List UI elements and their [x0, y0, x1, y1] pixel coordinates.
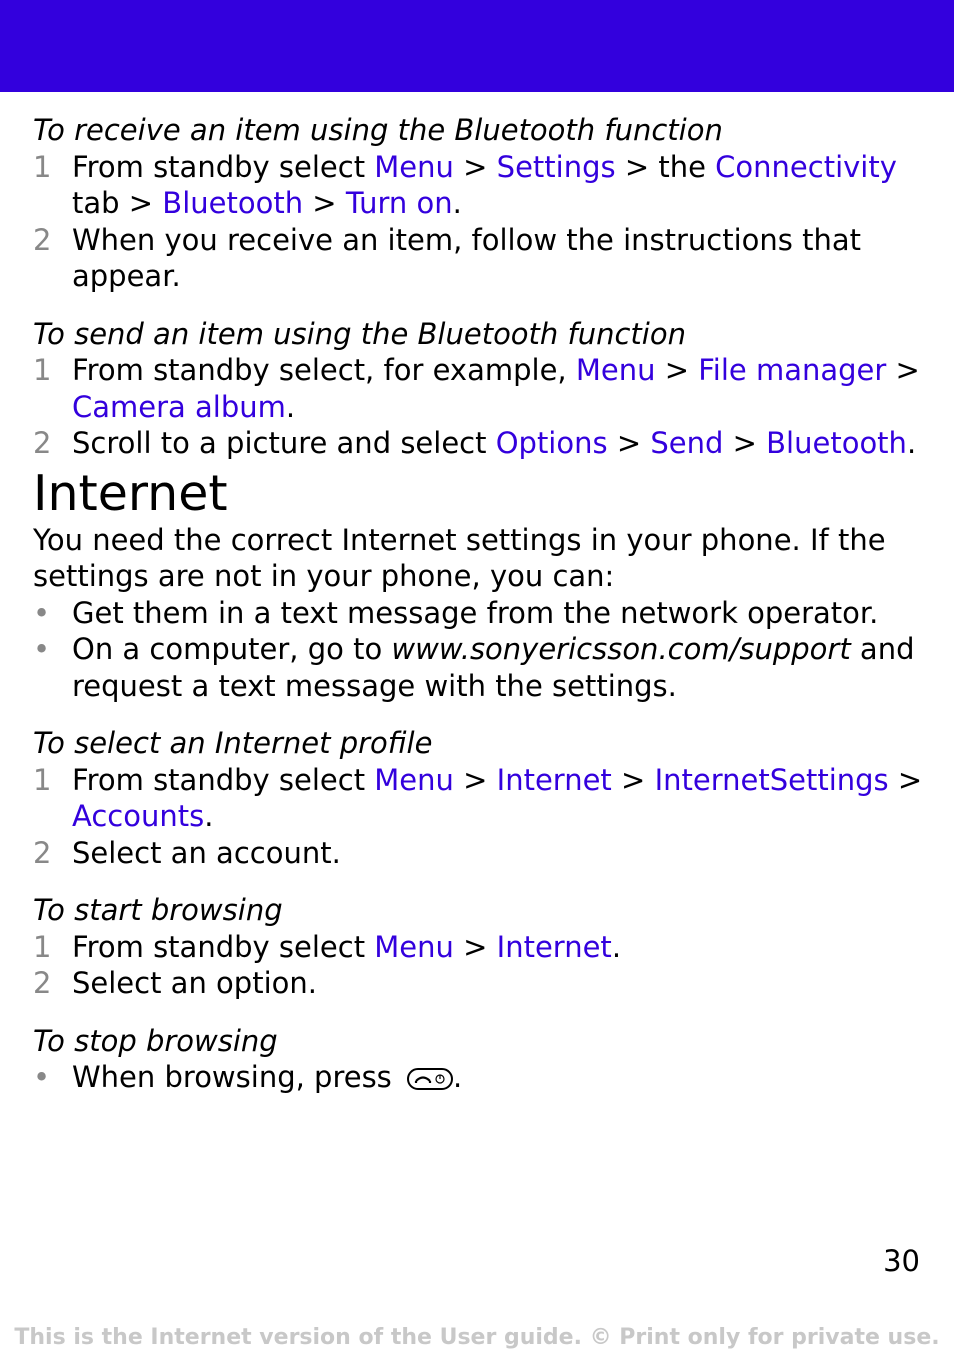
- page-number: 30: [883, 1244, 920, 1278]
- footer-notice: This is the Internet version of the User guide. © Print only for private use.: [14, 1325, 940, 1350]
- menu-link: Menu: [374, 762, 454, 797]
- turn-on-link: Turn on: [345, 186, 453, 220]
- step-text: From standby select: [72, 149, 375, 184]
- step-text: > the: [615, 149, 716, 184]
- section-heading-internet: Internet: [33, 464, 228, 522]
- options-link: Options: [495, 426, 608, 460]
- bullet-text: Get them in a text message from the network operator.: [72, 595, 879, 630]
- connectivity-link: Connectivity: [715, 149, 897, 184]
- separator: >: [611, 762, 655, 797]
- bullet-text: On a computer, go to: [72, 632, 392, 666]
- subheading-send: To send an item using the Bluetooth function: [33, 316, 686, 351]
- file-manager-link: File manager: [698, 353, 887, 387]
- punctuation: .: [906, 426, 917, 460]
- separator: >: [453, 929, 497, 964]
- menu-link: Menu: [374, 929, 454, 964]
- bullet-icon: •: [33, 632, 51, 666]
- step-text: From standby select: [72, 929, 375, 964]
- punctuation: .: [453, 1060, 463, 1094]
- step-number: 1: [33, 353, 52, 387]
- step-number: 2: [33, 966, 52, 1000]
- step-item: [33, 149, 923, 222]
- punctuation: .: [611, 929, 622, 964]
- step-text: From standby select: [72, 762, 375, 797]
- step-item: [33, 762, 923, 835]
- support-url: www.sonyericsson.com/support: [391, 632, 851, 666]
- separator: >: [453, 149, 497, 184]
- separator: >: [723, 426, 767, 460]
- step-number: 2: [33, 835, 52, 870]
- end-call-key-icon: [407, 1068, 453, 1090]
- bluetooth-link: Bluetooth: [162, 186, 304, 220]
- subheading-receive: To receive an item using the Bluetooth function: [33, 113, 723, 147]
- internet-link: Internet: [496, 929, 612, 964]
- step-item: [33, 965, 923, 1002]
- header-bar: [0, 0, 954, 92]
- internet-link: Internet: [496, 762, 612, 797]
- step-item: [33, 425, 923, 462]
- internet-settings-link: InternetSettings: [654, 762, 889, 797]
- punctuation: .: [204, 799, 214, 833]
- bullet-icon: •: [33, 595, 51, 630]
- separator: >: [607, 426, 651, 460]
- separator: >: [453, 762, 497, 797]
- settings-link: Settings: [496, 149, 616, 184]
- bullet-text: and request a text message with the settings.: [72, 632, 915, 703]
- step-text: Scroll to a picture and select: [72, 426, 496, 460]
- step-text: tab >: [72, 186, 163, 220]
- step-item: [33, 929, 923, 966]
- bullet-item: [33, 595, 923, 632]
- step-item: [33, 835, 923, 872]
- subheading-stop: To stop browsing: [33, 1023, 278, 1058]
- step-number: 1: [33, 929, 52, 964]
- bullet-item: [33, 631, 923, 704]
- separator: >: [886, 353, 920, 387]
- punctuation: .: [452, 186, 462, 220]
- accounts-link: Accounts: [72, 799, 205, 833]
- bullet-icon: •: [33, 1060, 51, 1094]
- subheading-start: To start browsing: [33, 893, 283, 927]
- send-link: Send: [650, 426, 724, 460]
- intro-paragraph: You need the correct Internet settings in your phone. If the settings are not in your phone, you can:: [33, 522, 886, 593]
- page-content: [33, 112, 923, 1096]
- step-text: From standby select, for example,: [72, 353, 576, 387]
- punctuation: .: [285, 389, 296, 424]
- bullet-item: [33, 1059, 923, 1096]
- menu-link: Menu: [575, 353, 656, 387]
- step-number: 2: [33, 426, 52, 460]
- step-number: 2: [33, 222, 52, 257]
- step-text: When you receive an item, follow the instructions that appear.: [72, 222, 862, 293]
- step-item: [33, 352, 923, 425]
- menu-link: Menu: [374, 149, 454, 184]
- step-number: 1: [33, 762, 52, 797]
- step-text: Select an option.: [72, 966, 317, 1000]
- separator: >: [655, 353, 699, 387]
- bullet-text: When browsing, press: [72, 1060, 402, 1094]
- step-text: Select an account.: [72, 835, 341, 870]
- bluetooth-link: Bluetooth: [766, 426, 907, 460]
- subheading-profile: To select an Internet profile: [33, 726, 433, 760]
- step-item: [33, 222, 923, 295]
- camera-album-link: Camera album: [72, 389, 286, 424]
- step-number: 1: [33, 149, 52, 184]
- separator: >: [888, 762, 923, 797]
- separator: >: [303, 186, 346, 220]
